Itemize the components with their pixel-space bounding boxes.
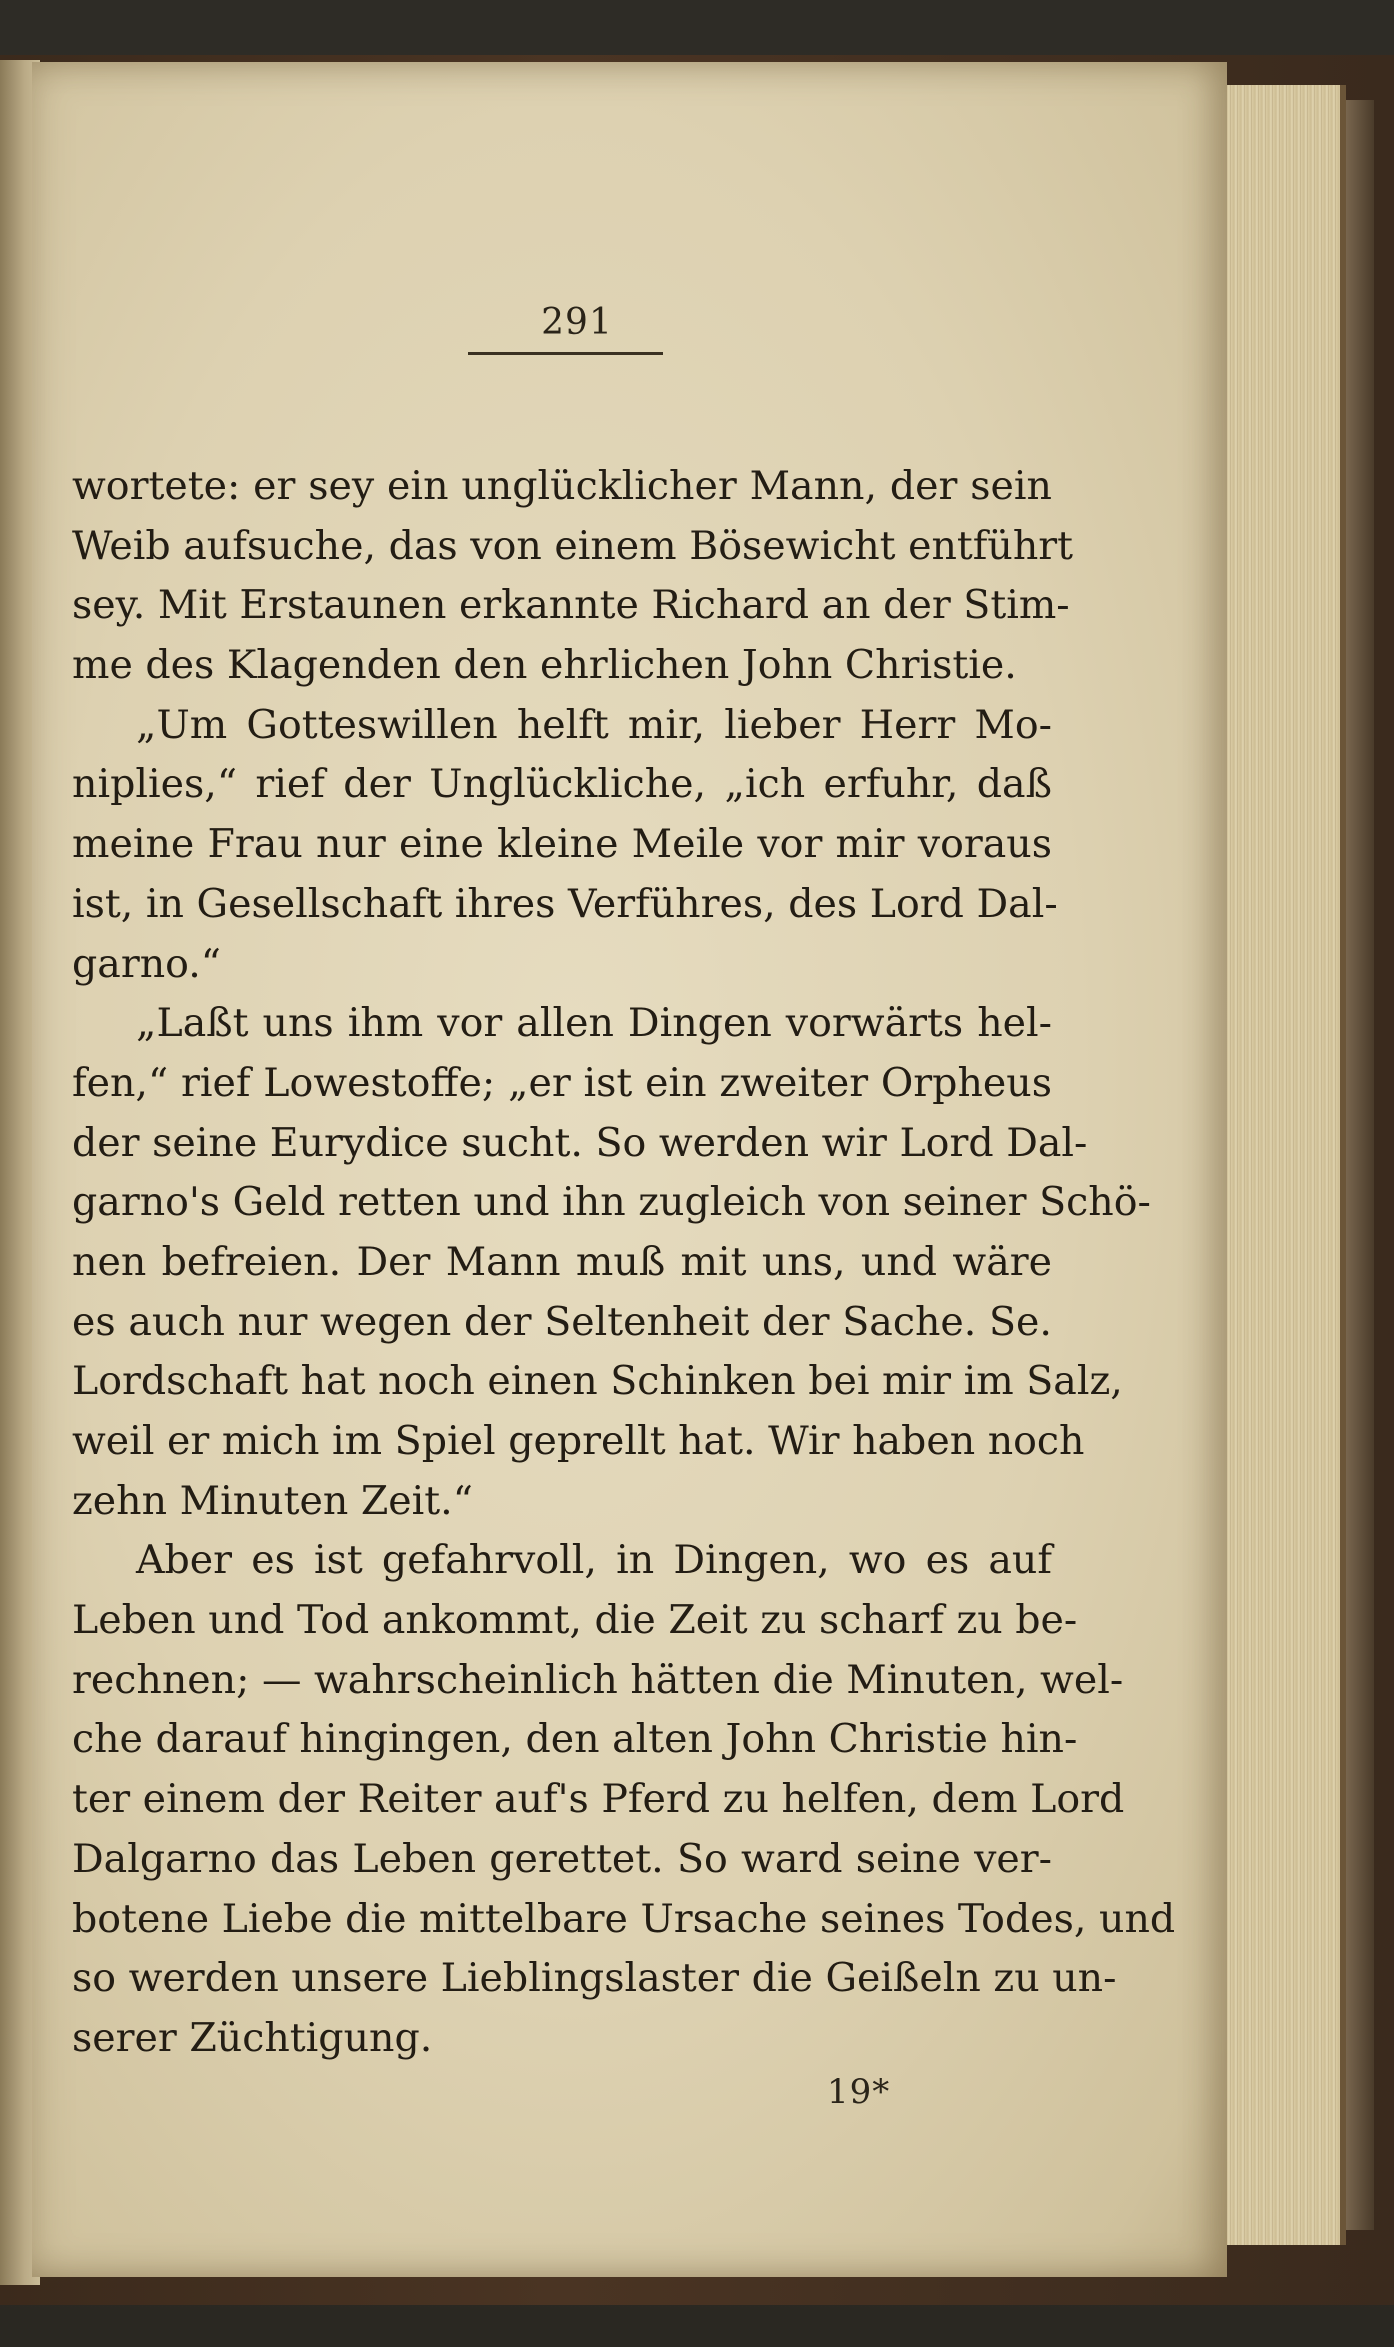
text-line: Weib aufsuche, das von einem Bösewicht entführt [72, 522, 1074, 569]
text-line: me des Klagenden den ehrlichen John Christie. [72, 642, 1017, 689]
text-line: der seine Eurydice sucht. So werden wir Lord Dal- [72, 1119, 1088, 1166]
text-line: es auch nur wegen der Seltenheit der Sache. Se. [72, 1298, 1052, 1345]
body-text [72, 457, 1176, 2069]
text-line: che darauf hingingen, den alten John Christie hin- [72, 1716, 1078, 1763]
page-number: 291 [541, 302, 613, 343]
text-line: botene Liebe die mittelbare Ursache seines Todes, und [72, 1895, 1176, 1942]
text-line: „Laßt uns ihm vor allen Dingen vorwärts hel- [136, 1000, 1052, 1047]
text-line: nen befreien. Der Mann muß mit uns, und wäre [72, 1238, 1052, 1285]
text-line: serer Züchtigung. [72, 2014, 433, 2061]
text-line: wortete: er sey ein unglücklicher Mann, der sein [72, 463, 1052, 509]
text-line: „Um Gotteswillen helft mir, lieber Herr Mo- [136, 701, 1052, 748]
header-rule [468, 352, 663, 355]
text-line: so werden unsere Lieblingslaster die Geißeln zu un- [72, 1955, 1117, 2002]
text-line: Leben und Tod ankommt, die Zeit zu scharf zu be- [72, 1597, 1078, 1644]
text-line: garno's Geld retten und ihn zugleich von seiner Schö- [72, 1179, 1151, 1226]
text-line: Dalgarno das Leben gerettet. So ward seine ver- [72, 1835, 1052, 1882]
text-line: sey. Mit Erstaunen erkannte Richard an der Stim- [72, 582, 1070, 629]
text-line: garno.“ [72, 940, 221, 987]
text-line: meine Frau nur eine kleine Meile vor mir voraus [72, 821, 1052, 868]
text-line: Lordschaft hat noch einen Schinken bei mir im Salz, [72, 1358, 1123, 1405]
text-line: ter einem der Reiter auf's Pferd zu helfen, dem Lord [72, 1776, 1125, 1823]
book-page [32, 62, 1227, 2277]
text-line: rechnen; — wahrscheinlich hätten die Minuten, wel- [72, 1656, 1124, 1703]
text-line: zehn Minuten Zeit.“ [72, 1477, 473, 1524]
text-line: ist, in Gesellschaft ihres Verführes, des Lord Dal- [72, 880, 1058, 927]
text-line: niplies,“ rief der Unglückliche, „ich erfuhr, daß [72, 761, 1052, 808]
signature-mark: 19* [827, 2072, 891, 2112]
text-line: weil er mich im Spiel geprellt hat. Wir haben noch [72, 1418, 1085, 1464]
text-line: Aber es ist gefahrvoll, in Dingen, wo es auf [136, 1537, 1052, 1584]
text-line: fen,“ rief Lowestoffe; „er ist ein zweiter Orpheus [72, 1059, 1052, 1106]
page-stack-edges [1210, 85, 1346, 2245]
